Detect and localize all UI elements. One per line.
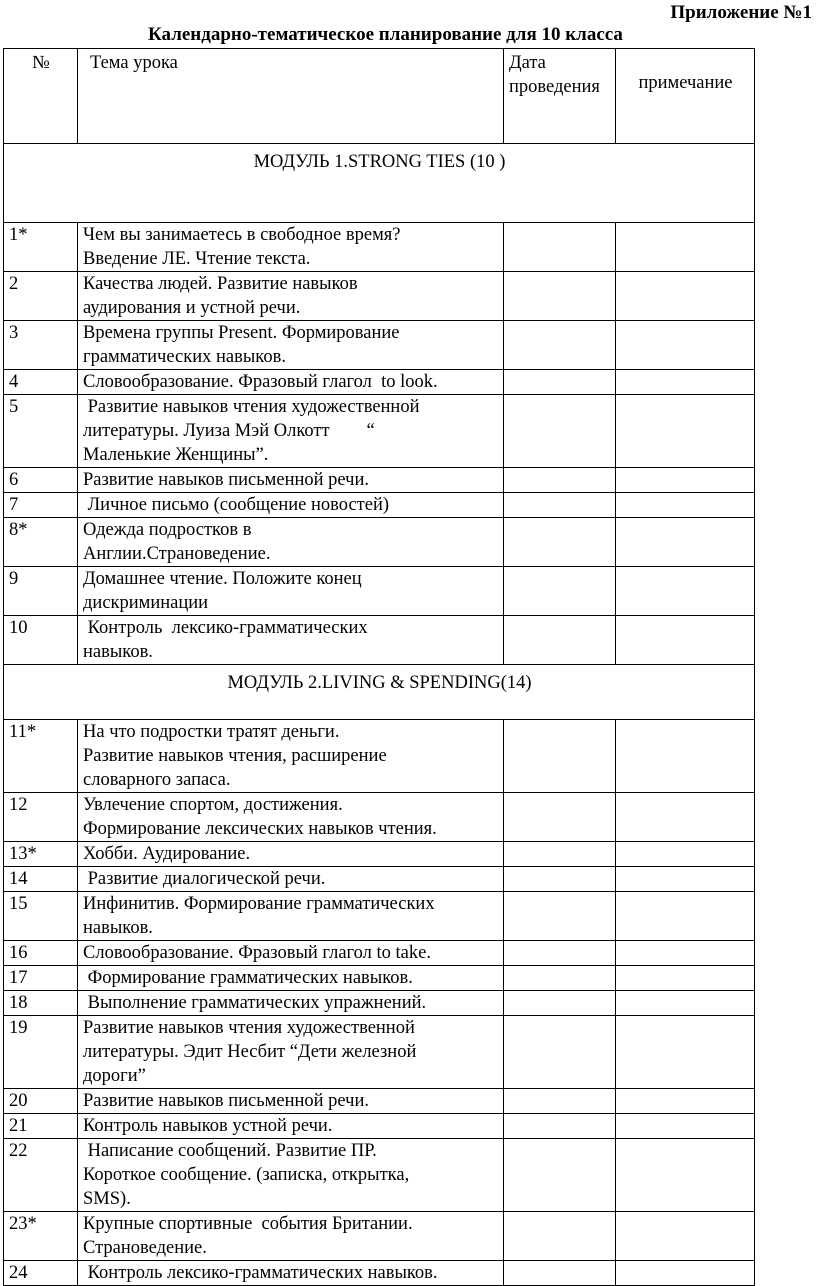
lesson-number: 17 <box>4 966 78 991</box>
lesson-date-cell[interactable] <box>504 1114 616 1139</box>
lesson-note-cell[interactable] <box>616 1139 755 1212</box>
lesson-row <box>4 1114 755 1139</box>
lesson-number: 7 <box>4 493 78 518</box>
lesson-note-cell[interactable] <box>616 941 755 966</box>
lesson-row <box>4 966 755 991</box>
lesson-date-cell[interactable] <box>504 493 616 518</box>
lesson-note-cell[interactable] <box>616 567 755 616</box>
lesson-row <box>4 842 755 867</box>
lesson-number: 8* <box>4 518 78 567</box>
lesson-row <box>4 1212 755 1261</box>
lesson-note-cell[interactable] <box>616 223 755 272</box>
lesson-note-cell[interactable] <box>616 1261 755 1286</box>
header-note: примечание <box>616 49 755 144</box>
document-title: Календарно-тематическое планирование для 10 класса <box>148 24 623 45</box>
lesson-topic: Личное письмо (сообщение новостей) <box>78 493 504 518</box>
lesson-topic: Чем вы занимаетесь в свободное время? Введение ЛЕ. Чтение текста. <box>78 223 504 272</box>
lesson-date-cell[interactable] <box>504 966 616 991</box>
lesson-note-cell[interactable] <box>616 1212 755 1261</box>
lesson-number: 13* <box>4 842 78 867</box>
lesson-number: 18 <box>4 991 78 1016</box>
module-row <box>4 665 755 720</box>
lesson-number: 19 <box>4 1016 78 1089</box>
lesson-number: 12 <box>4 793 78 842</box>
lesson-topic: Хобби. Аудирование. <box>78 842 504 867</box>
lesson-date-cell[interactable] <box>504 892 616 941</box>
lesson-note-cell[interactable] <box>616 1089 755 1114</box>
lesson-date-cell[interactable] <box>504 518 616 567</box>
lesson-date-cell[interactable] <box>504 1139 616 1212</box>
lesson-note-cell[interactable] <box>616 867 755 892</box>
lesson-topic: Словообразование. Фразовый глагол to look. <box>78 370 504 395</box>
lesson-number: 22 <box>4 1139 78 1212</box>
lesson-row <box>4 941 755 966</box>
lesson-note-cell[interactable] <box>616 966 755 991</box>
module-title: МОДУЛЬ 1.STRONG TIES (10 ) <box>4 144 755 223</box>
lesson-number: 11* <box>4 720 78 793</box>
lesson-topic: Развитие навыков чтения художественной литературы. Эдит Несбит “Дети железной дороги” <box>78 1016 504 1089</box>
header-date: Дата проведения <box>504 49 616 144</box>
lesson-date-cell[interactable] <box>504 223 616 272</box>
lesson-row <box>4 892 755 941</box>
lesson-topic: Формирование грамматических навыков. <box>78 966 504 991</box>
lesson-number: 3 <box>4 321 78 370</box>
appendix-label: Приложение №1 <box>670 2 812 23</box>
lesson-row <box>4 793 755 842</box>
lesson-date-cell[interactable] <box>504 321 616 370</box>
lesson-date-cell[interactable] <box>504 370 616 395</box>
lesson-row <box>4 1139 755 1212</box>
lesson-row <box>4 567 755 616</box>
lesson-topic: Контроль лексико-грамматических навыков. <box>78 616 504 665</box>
lesson-number: 24 <box>4 1261 78 1286</box>
lesson-note-cell[interactable] <box>616 1114 755 1139</box>
lesson-date-cell[interactable] <box>504 842 616 867</box>
lesson-number: 23* <box>4 1212 78 1261</box>
lesson-note-cell[interactable] <box>616 493 755 518</box>
lesson-number: 10 <box>4 616 78 665</box>
lesson-number: 9 <box>4 567 78 616</box>
lesson-number: 6 <box>4 468 78 493</box>
lesson-number: 4 <box>4 370 78 395</box>
lesson-date-cell[interactable] <box>504 395 616 468</box>
module-title: МОДУЛЬ 2.LIVING & SPENDING(14) <box>4 665 755 720</box>
lesson-number: 14 <box>4 867 78 892</box>
lesson-date-cell[interactable] <box>504 567 616 616</box>
lesson-topic: Словообразование. Фразовый глагол to take. <box>78 941 504 966</box>
lesson-date-cell[interactable] <box>504 1016 616 1089</box>
lesson-row <box>4 867 755 892</box>
lesson-note-cell[interactable] <box>616 468 755 493</box>
lesson-row <box>4 1016 755 1089</box>
lesson-note-cell[interactable] <box>616 892 755 941</box>
lesson-topic: Домашнее чтение. Положите конец дискриминации <box>78 567 504 616</box>
module-row <box>4 144 755 223</box>
lesson-date-cell[interactable] <box>504 1261 616 1286</box>
lesson-note-cell[interactable] <box>616 518 755 567</box>
lesson-topic: Развитие навыков письменной речи. <box>78 1089 504 1114</box>
lesson-topic: Крупные спортивные события Британии. Страноведение. <box>78 1212 504 1261</box>
lesson-row <box>4 370 755 395</box>
lesson-topic: Увлечение спортом, достижения. Формирование лексических навыков чтения. <box>78 793 504 842</box>
lesson-note-cell[interactable] <box>616 370 755 395</box>
lesson-number: 1* <box>4 223 78 272</box>
lesson-date-cell[interactable] <box>504 468 616 493</box>
lesson-note-cell[interactable] <box>616 720 755 793</box>
lesson-row <box>4 616 755 665</box>
lesson-row <box>4 518 755 567</box>
lesson-topic: Развитие навыков письменной речи. <box>78 468 504 493</box>
lesson-date-cell[interactable] <box>504 1089 616 1114</box>
table-header-row <box>4 49 755 144</box>
lesson-number: 15 <box>4 892 78 941</box>
lesson-row <box>4 493 755 518</box>
lesson-row <box>4 1089 755 1114</box>
lesson-row <box>4 720 755 793</box>
lesson-note-cell[interactable] <box>616 395 755 468</box>
lesson-number: 2 <box>4 272 78 321</box>
lesson-number: 16 <box>4 941 78 966</box>
lesson-note-cell[interactable] <box>616 616 755 665</box>
lesson-topic: Контроль навыков устной речи. <box>78 1114 504 1139</box>
lesson-date-cell[interactable] <box>504 941 616 966</box>
lesson-topic: Одежда подростков в Англии.Страноведение. <box>78 518 504 567</box>
lesson-note-cell[interactable] <box>616 321 755 370</box>
lesson-date-cell[interactable] <box>504 991 616 1016</box>
lesson-date-cell[interactable] <box>504 1212 616 1261</box>
lesson-topic: Контроль лексико-грамматических навыков. <box>78 1261 504 1286</box>
lesson-note-cell[interactable] <box>616 793 755 842</box>
lesson-row <box>4 991 755 1016</box>
lesson-number: 20 <box>4 1089 78 1114</box>
lesson-note-cell[interactable] <box>616 272 755 321</box>
header-topic: Тема урока <box>78 49 504 144</box>
lesson-row <box>4 468 755 493</box>
lesson-row <box>4 1261 755 1286</box>
lesson-topic: Развитие навыков чтения художественной литературы. Луиза Мэй Олкотт “ Маленькие Женщины”. <box>78 395 504 468</box>
lesson-row <box>4 272 755 321</box>
lesson-note-cell[interactable] <box>616 991 755 1016</box>
header-number: № <box>4 49 78 144</box>
lesson-topic: Развитие диалогической речи. <box>78 867 504 892</box>
lesson-number: 5 <box>4 395 78 468</box>
lesson-note-cell[interactable] <box>616 1016 755 1089</box>
lesson-date-cell[interactable] <box>504 867 616 892</box>
lesson-date-cell[interactable] <box>504 616 616 665</box>
lesson-topic: Качества людей. Развитие навыков аудирования и устной речи. <box>78 272 504 321</box>
lesson-date-cell[interactable] <box>504 793 616 842</box>
lesson-topic: Инфинитив. Формирование грамматических навыков. <box>78 892 504 941</box>
lesson-row <box>4 223 755 272</box>
planning-table <box>3 48 755 1286</box>
lesson-row <box>4 321 755 370</box>
lesson-number: 21 <box>4 1114 78 1139</box>
lesson-date-cell[interactable] <box>504 272 616 321</box>
lesson-note-cell[interactable] <box>616 842 755 867</box>
lesson-topic: На что подростки тратят деньги. Развитие навыков чтения, расширение словарного запаса. <box>78 720 504 793</box>
lesson-topic: Времена группы Present. Формирование грамматических навыков. <box>78 321 504 370</box>
lesson-topic: Выполнение грамматических упражнений. <box>78 991 504 1016</box>
lesson-date-cell[interactable] <box>504 720 616 793</box>
lesson-topic: Написание сообщений. Развитие ПР. Короткое сообщение. (записка, открытка, SMS). <box>78 1139 504 1212</box>
lesson-row <box>4 395 755 468</box>
